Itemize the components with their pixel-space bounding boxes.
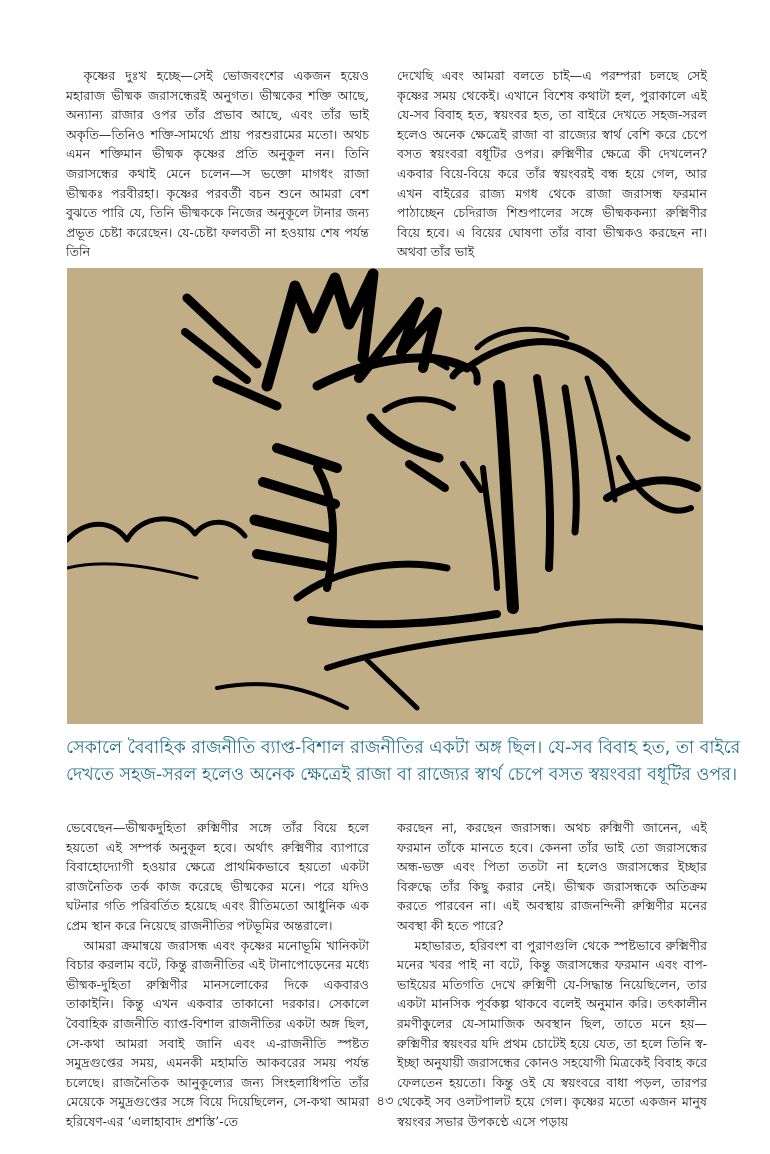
body-paragraph: ভেবেছেন—ভীষ্মকদুহিতা রুক্মিণীর সঙ্গে তাঁর বিয়ে হলে হয়তো এই সম্পর্ক অনুকূল হবে। অর্থাৎ রুক্মিণীর ব্যাপারে বিবাহোদ্যোগী হওয়ার ক্ষেত্রে প্রাথমিকভাবে হয়তো একটা রাজনৈতিক তর্ক কাজ করেছে ভীষ্মকের মনে। পরে যদিও ঘটনার গতি পরিবর্তিত হয়েছে এবং রীতিমতো আধুনিক এক প্রেম স্থান করে নিয়েছে রাজনীতির পটভূমির অন্তরালে। bbox=[66, 820, 369, 933]
sketch-figure bbox=[67, 268, 703, 724]
page-number: ৪৩ bbox=[376, 1094, 394, 1109]
top-left-column bbox=[66, 66, 369, 262]
body-paragraph: মহাভারত, হরিবংশ বা পুরাণগুলি থেকে স্পষ্টভাবে রুক্মিণীর মনের খবর পাই না বটে, কিন্তু জরাসন্ধের ফরমান এবং বাপ-ভাইয়ের মতিগতি দেখে রুক্মিণী যে-সিদ্ধান্ত নিয়েছিলেন, তার একটা মানসিক পূর্বকল্প থাকবে বলেই অনুমান করি। তৎকালীন রমণীকুলের যে-সামাজিক অবস্থান ছিল, তাতে মনে হয়—রুক্মিণীর স্বয়ংবর যদি প্রথম চোটেই হয়ে যেত, তা হলে তিনি স্ব-ইচ্ছা অনুযায়ী জরাসন্ধের কোনও সহযোগী মিত্রকেই বিবাহ করে ফেলতেন হয়তো। কিন্তু ওই যে স্বয়ংবরে বাধা পড়ল, তারপর থেকেই সব ওলটপালট হয়ে গেল। কৃষ্ণের মতো একজন মানুষ স্বয়ংবর সভার উপকণ্ঠে এসে পড়ায় bbox=[397, 937, 707, 1129]
pull-quote bbox=[66, 735, 741, 789]
pull-quote-line: দেখতে সহজ-সরল হলেও অনেক ক্ষেত্রেই রাজা বা রাজ্যের স্বার্থ চেপে বসত স্বয়ংবরা বধূটির ওপর। bbox=[66, 765, 738, 785]
body-paragraph: করছেন না, করছেন জরাসন্ধ। অথচ রুক্মিণী জানেন, এই ফরমান তাঁকে মানতে হবে। কেননা তাঁর ভাই তো জরাসন্ধের অন্ধ-ভক্ত এবং পিতা ততটা না হলেও জরাসন্ধের ইচ্ছার বিরুদ্ধে তাঁর কিছু করার নেই। ভীষ্মক জরাসন্ধকে অতিক্রম করতে পারবেন না। এই অবস্থায় রাজনন্দিনী রুক্মিণীর মনের অবস্থা কী হতে পারে? bbox=[397, 820, 707, 933]
body-paragraph: দেখেছি এবং আমরা বলতে চাই—এ পরম্পরা চলছে সেই কৃষ্ণের সময় থেকেই। এখানে বিশেষ কথাটা হল, পুরাকালে এই যে-সব বিবাহ হত, স্বয়ংবর হত, তা বাইরে দেখতে সহজ-সরল হলেও অনেক ক্ষেত্রেই রাজা বা রাজ্যের স্বার্থ বেশি করে চেপে বসত স্বয়ংবরা বধূটির ওপর। রুক্মিণীর ক্ষেত্রে কী দেখলেন? একবার বিয়ে-বিয়ে করে তাঁর স্বয়ংবরই বন্ধ হয়ে গেল, আর এখন বাইরের রাজ্য মগধ থেকে রাজা জরাসন্ধ ফরমান পাঠাচ্ছেন চেদিরাজ শিশুপালের সঙ্গে ভীষ্মককন্যা রুক্মিণীর বিয়ে হবে। এ বিয়ের ঘোষণা তাঁর বাবা ভীষ্মকও করছেন না। অথবা তাঁর ভাই bbox=[397, 68, 707, 260]
pull-quote-line: সেকালে বৈবাহিক রাজনীতি ব্যাপ্ত-বিশাল রাজনীতির একটা অঙ্গ ছিল। যে-সব বিবাহ হত, তা বাইরে bbox=[66, 738, 741, 758]
body-paragraph: কৃষ্ণের দুঃখ হচ্ছে—সেই ভোজবংশের একজন হয়েও মহারাজ ভীষ্মক জরাসন্ধেরই অনুগত। ভীষ্মকের শক্তি আছে, অন্যান্য রাজার ওপর তাঁর প্রভাব আছে, এবং তাঁর ভাই অকৃতি—তিনিও শক্তি-সামর্থ্যে প্রায় পরশুরামের মতো। অথচ এমন শক্তিমান ভীষ্মক কৃষ্ণের প্রতি অনুকূল নন। তিনি জরাসন্ধের কথাই মেনে চলেন—স ভক্তো মাগধং রাজা ভীষ্মকঃ পরবীরহা। কৃষ্ণের পরবর্তী বচন শুনে আমরা বেশ বুঝতে পারি যে, তিনি ভীষ্মককে নিজের অনুকূলে টানার জন্য প্রভূত চেষ্টা করেছেন। যে-চেষ্টা ফলবতী না হওয়ায় শেষ পর্যন্ত তিনি bbox=[66, 68, 369, 260]
body-paragraph: আমরা ক্রমান্বয়ে জরাসন্ধ এবং কৃষ্ণের মনোভূমি খানিকটা বিচার করলাম বটে, কিন্তু রাজনীতির এই টানাপোড়েনের মধ্যে ভীষ্মক-দুহিতা রুক্মিণীর মানসলোকের দিকে একবারও তাকাইনি। কিন্তু এখন একবার তাকানো দরকার। সেকালে বৈবাহিক রাজনীতি ব্যাপ্ত-বিশাল রাজনীতির একটা অঙ্গ ছিল, সে-কথা আমরা সবাই জানি এবং এ-রাজনীতি স্পষ্টত সমুদ্রগুপ্তের সময়, এমনকী মহামতি আকবরের সময় পর্যন্ত চলেছে। রাজনৈতিক আনুকূল্যের জন্য সিংহলাধিপতি তাঁর মেয়েকে সমুদ্রগুপ্তের সঙ্গে বিয়ে দিয়েছিলেন, সে-কথা আমরা হরিষেণ-এর ‘এলাহাবাদ প্রশস্তি’-তে bbox=[66, 937, 369, 1129]
ink-sketch-illustration bbox=[67, 268, 703, 724]
bottom-left-column bbox=[66, 818, 369, 1132]
top-right-column bbox=[397, 66, 707, 262]
bottom-right-column bbox=[397, 818, 707, 1132]
